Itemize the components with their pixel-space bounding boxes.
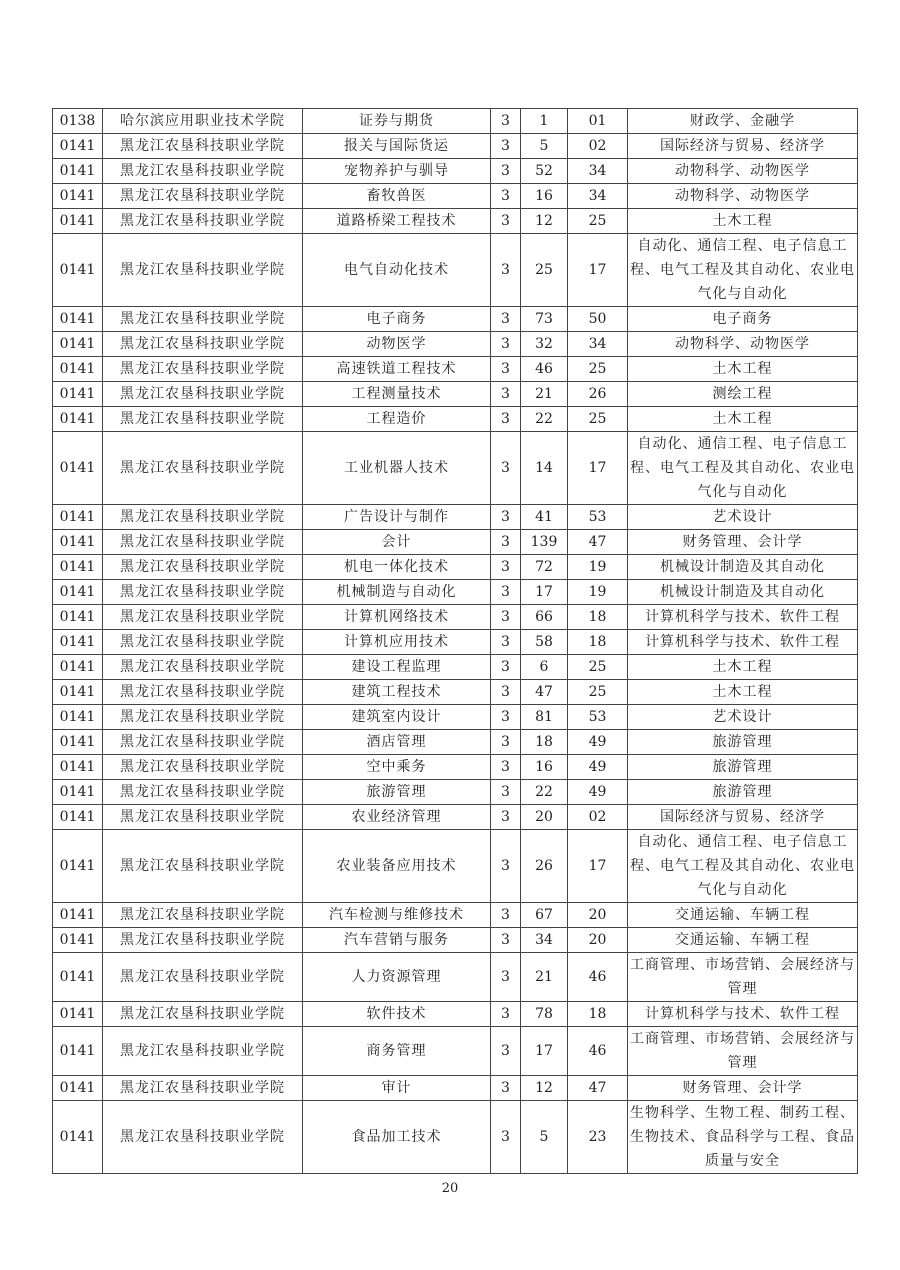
school-code-cell: 0141 — [53, 432, 103, 505]
related-majors-cell: 国际经济与贸易、经济学 — [628, 134, 858, 159]
school-name-cell: 黑龙江农垦科技职业学院 — [103, 505, 303, 530]
program-name-cell: 建筑工程技术 — [303, 680, 491, 705]
table-row — [53, 234, 858, 307]
category-code-cell: 50 — [568, 307, 628, 332]
plan-count-cell: 34 — [521, 928, 568, 953]
school-code-cell: 0141 — [53, 530, 103, 555]
years-cell: 3 — [491, 655, 521, 680]
program-name-cell: 计算机网络技术 — [303, 605, 491, 630]
category-code-cell: 02 — [568, 134, 628, 159]
years-cell: 3 — [491, 134, 521, 159]
category-code-cell: 49 — [568, 755, 628, 780]
category-code-cell: 34 — [568, 159, 628, 184]
category-code-cell: 17 — [568, 432, 628, 505]
table-row — [53, 755, 858, 780]
years-cell: 3 — [491, 605, 521, 630]
related-majors-cell: 土木工程 — [628, 357, 858, 382]
program-name-cell: 电气自动化技术 — [303, 234, 491, 307]
plan-count-cell: 46 — [521, 357, 568, 382]
school-code-cell: 0141 — [53, 580, 103, 605]
plan-count-cell: 22 — [521, 407, 568, 432]
category-code-cell: 26 — [568, 382, 628, 407]
years-cell: 3 — [491, 357, 521, 382]
plan-count-cell: 16 — [521, 755, 568, 780]
related-majors-cell: 艺术设计 — [628, 705, 858, 730]
related-majors-cell: 旅游管理 — [628, 780, 858, 805]
years-cell: 3 — [491, 953, 521, 1002]
school-name-cell: 黑龙江农垦科技职业学院 — [103, 382, 303, 407]
related-majors-cell: 工商管理、市场营销、会展经济与管理 — [628, 1027, 858, 1076]
school-name-cell: 黑龙江农垦科技职业学院 — [103, 580, 303, 605]
related-majors-cell: 交通运输、车辆工程 — [628, 928, 858, 953]
school-name-cell: 哈尔滨应用职业技术学院 — [103, 109, 303, 134]
school-code-cell: 0141 — [53, 134, 103, 159]
table-row — [53, 555, 858, 580]
table-row — [53, 1002, 858, 1027]
plan-count-cell: 12 — [521, 1076, 568, 1101]
table-row — [53, 705, 858, 730]
years-cell: 3 — [491, 382, 521, 407]
plan-count-cell: 58 — [521, 630, 568, 655]
table-row — [53, 655, 858, 680]
years-cell: 3 — [491, 1002, 521, 1027]
school-code-cell: 0141 — [53, 234, 103, 307]
plan-count-cell: 5 — [521, 1101, 568, 1174]
category-code-cell: 49 — [568, 780, 628, 805]
related-majors-cell: 生物科学、生物工程、制药工程、生物技术、食品科学与工程、食品质量与安全 — [628, 1101, 858, 1174]
category-code-cell: 34 — [568, 184, 628, 209]
program-name-cell: 建筑室内设计 — [303, 705, 491, 730]
plan-count-cell: 73 — [521, 307, 568, 332]
years-cell: 3 — [491, 680, 521, 705]
school-code-cell: 0141 — [53, 605, 103, 630]
plan-count-cell: 6 — [521, 655, 568, 680]
years-cell: 3 — [491, 432, 521, 505]
school-code-cell: 0141 — [53, 655, 103, 680]
table-row — [53, 530, 858, 555]
school-code-cell: 0141 — [53, 1076, 103, 1101]
table-row — [53, 505, 858, 530]
school-code-cell: 0141 — [53, 332, 103, 357]
plan-count-cell: 18 — [521, 730, 568, 755]
category-code-cell: 53 — [568, 505, 628, 530]
program-name-cell: 报关与国际货运 — [303, 134, 491, 159]
table-row — [53, 209, 858, 234]
related-majors-cell: 动物科学、动物医学 — [628, 184, 858, 209]
related-majors-cell: 机械设计制造及其自动化 — [628, 580, 858, 605]
category-code-cell: 18 — [568, 630, 628, 655]
school-name-cell: 黑龙江农垦科技职业学院 — [103, 332, 303, 357]
school-name-cell: 黑龙江农垦科技职业学院 — [103, 234, 303, 307]
school-code-cell: 0141 — [53, 755, 103, 780]
category-code-cell: 25 — [568, 407, 628, 432]
years-cell: 3 — [491, 332, 521, 357]
table-row — [53, 432, 858, 505]
table-row — [53, 332, 858, 357]
plan-count-cell: 17 — [521, 1027, 568, 1076]
related-majors-cell: 艺术设计 — [628, 505, 858, 530]
school-name-cell: 黑龙江农垦科技职业学院 — [103, 1027, 303, 1076]
program-name-cell: 汽车营销与服务 — [303, 928, 491, 953]
plan-count-cell: 67 — [521, 903, 568, 928]
years-cell: 3 — [491, 407, 521, 432]
plan-count-cell: 1 — [521, 109, 568, 134]
category-code-cell: 53 — [568, 705, 628, 730]
school-code-cell: 0141 — [53, 1002, 103, 1027]
school-name-cell: 黑龙江农垦科技职业学院 — [103, 530, 303, 555]
program-name-cell: 汽车检测与维修技术 — [303, 903, 491, 928]
school-name-cell: 黑龙江农垦科技职业学院 — [103, 307, 303, 332]
years-cell: 3 — [491, 830, 521, 903]
related-majors-cell: 自动化、通信工程、电子信息工程、电气工程及其自动化、农业电气化与自动化 — [628, 234, 858, 307]
program-name-cell: 农业经济管理 — [303, 805, 491, 830]
program-name-cell: 动物医学 — [303, 332, 491, 357]
school-name-cell: 黑龙江农垦科技职业学院 — [103, 903, 303, 928]
school-name-cell: 黑龙江农垦科技职业学院 — [103, 357, 303, 382]
plan-count-cell: 41 — [521, 505, 568, 530]
table-row — [53, 903, 858, 928]
category-code-cell: 18 — [568, 1002, 628, 1027]
table-row — [53, 953, 858, 1002]
related-majors-cell: 自动化、通信工程、电子信息工程、电气工程及其自动化、农业电气化与自动化 — [628, 432, 858, 505]
school-name-cell: 黑龙江农垦科技职业学院 — [103, 407, 303, 432]
school-name-cell: 黑龙江农垦科技职业学院 — [103, 655, 303, 680]
category-code-cell: 02 — [568, 805, 628, 830]
years-cell: 3 — [491, 1076, 521, 1101]
table-row — [53, 830, 858, 903]
years-cell: 3 — [491, 780, 521, 805]
table-row — [53, 307, 858, 332]
years-cell: 3 — [491, 903, 521, 928]
related-majors-cell: 电子商务 — [628, 307, 858, 332]
table-row — [53, 134, 858, 159]
table-row — [53, 1101, 858, 1174]
school-name-cell: 黑龙江农垦科技职业学院 — [103, 209, 303, 234]
school-code-cell: 0141 — [53, 830, 103, 903]
related-majors-cell: 旅游管理 — [628, 755, 858, 780]
years-cell: 3 — [491, 580, 521, 605]
program-name-cell: 旅游管理 — [303, 780, 491, 805]
program-name-cell: 商务管理 — [303, 1027, 491, 1076]
school-name-cell: 黑龙江农垦科技职业学院 — [103, 953, 303, 1002]
table-row — [53, 680, 858, 705]
program-name-cell: 空中乘务 — [303, 755, 491, 780]
program-name-cell: 会计 — [303, 530, 491, 555]
related-majors-cell: 自动化、通信工程、电子信息工程、电气工程及其自动化、农业电气化与自动化 — [628, 830, 858, 903]
program-name-cell: 证券与期货 — [303, 109, 491, 134]
table-row — [53, 1076, 858, 1101]
related-majors-cell: 计算机科学与技术、软件工程 — [628, 605, 858, 630]
page-number: 20 — [441, 1181, 459, 1196]
related-majors-cell: 动物科学、动物医学 — [628, 159, 858, 184]
category-code-cell: 25 — [568, 357, 628, 382]
table-row — [53, 928, 858, 953]
program-name-cell: 电子商务 — [303, 307, 491, 332]
school-code-cell: 0141 — [53, 209, 103, 234]
years-cell: 3 — [491, 505, 521, 530]
years-cell: 3 — [491, 234, 521, 307]
school-name-cell: 黑龙江农垦科技职业学院 — [103, 184, 303, 209]
school-code-cell: 0141 — [53, 307, 103, 332]
program-name-cell: 农业装备应用技术 — [303, 830, 491, 903]
category-code-cell: 47 — [568, 530, 628, 555]
related-majors-cell: 土木工程 — [628, 407, 858, 432]
school-code-cell: 0141 — [53, 407, 103, 432]
category-code-cell: 19 — [568, 555, 628, 580]
program-name-cell: 计算机应用技术 — [303, 630, 491, 655]
program-name-cell: 工业机器人技术 — [303, 432, 491, 505]
school-name-cell: 黑龙江农垦科技职业学院 — [103, 630, 303, 655]
table-row — [53, 1027, 858, 1076]
related-majors-cell: 土木工程 — [628, 209, 858, 234]
table-row — [53, 382, 858, 407]
school-name-cell: 黑龙江农垦科技职业学院 — [103, 705, 303, 730]
school-code-cell: 0141 — [53, 555, 103, 580]
table-row — [53, 357, 858, 382]
years-cell: 3 — [491, 928, 521, 953]
program-name-cell: 软件技术 — [303, 1002, 491, 1027]
school-name-cell: 黑龙江农垦科技职业学院 — [103, 1076, 303, 1101]
table-row — [53, 630, 858, 655]
category-code-cell: 19 — [568, 580, 628, 605]
years-cell: 3 — [491, 630, 521, 655]
school-name-cell: 黑龙江农垦科技职业学院 — [103, 1101, 303, 1174]
plan-count-cell: 32 — [521, 332, 568, 357]
school-name-cell: 黑龙江农垦科技职业学院 — [103, 1002, 303, 1027]
category-code-cell: 25 — [568, 209, 628, 234]
school-name-cell: 黑龙江农垦科技职业学院 — [103, 755, 303, 780]
school-code-cell: 0141 — [53, 805, 103, 830]
plan-count-cell: 81 — [521, 705, 568, 730]
plan-count-cell: 20 — [521, 805, 568, 830]
years-cell: 3 — [491, 730, 521, 755]
plan-count-cell: 21 — [521, 382, 568, 407]
related-majors-cell: 财政学、金融学 — [628, 109, 858, 134]
school-code-cell: 0141 — [53, 505, 103, 530]
program-name-cell: 人力资源管理 — [303, 953, 491, 1002]
years-cell: 3 — [491, 755, 521, 780]
category-code-cell: 01 — [568, 109, 628, 134]
school-code-cell: 0141 — [53, 953, 103, 1002]
related-majors-cell: 土木工程 — [628, 655, 858, 680]
school-code-cell: 0141 — [53, 780, 103, 805]
plan-count-cell: 72 — [521, 555, 568, 580]
category-code-cell: 47 — [568, 1076, 628, 1101]
table-row — [53, 109, 858, 134]
category-code-cell: 25 — [568, 655, 628, 680]
school-name-cell: 黑龙江农垦科技职业学院 — [103, 159, 303, 184]
table-row — [53, 407, 858, 432]
school-code-cell: 0141 — [53, 1101, 103, 1174]
plan-count-cell: 5 — [521, 134, 568, 159]
related-majors-cell: 财务管理、会计学 — [628, 530, 858, 555]
program-name-cell: 建设工程监理 — [303, 655, 491, 680]
program-name-cell: 工程造价 — [303, 407, 491, 432]
school-name-cell: 黑龙江农垦科技职业学院 — [103, 730, 303, 755]
table-row — [53, 805, 858, 830]
table-row — [53, 159, 858, 184]
category-code-cell: 23 — [568, 1101, 628, 1174]
plan-count-cell: 22 — [521, 780, 568, 805]
plan-count-cell: 78 — [521, 1002, 568, 1027]
years-cell: 3 — [491, 209, 521, 234]
school-name-cell: 黑龙江农垦科技职业学院 — [103, 432, 303, 505]
related-majors-cell: 机械设计制造及其自动化 — [628, 555, 858, 580]
school-code-cell: 0141 — [53, 928, 103, 953]
program-name-cell: 畜牧兽医 — [303, 184, 491, 209]
related-majors-cell: 土木工程 — [628, 680, 858, 705]
school-name-cell: 黑龙江农垦科技职业学院 — [103, 605, 303, 630]
school-code-cell: 0141 — [53, 159, 103, 184]
program-name-cell: 审计 — [303, 1076, 491, 1101]
years-cell: 3 — [491, 159, 521, 184]
school-name-cell: 黑龙江农垦科技职业学院 — [103, 680, 303, 705]
years-cell: 3 — [491, 530, 521, 555]
plan-count-cell: 16 — [521, 184, 568, 209]
school-code-cell: 0141 — [53, 903, 103, 928]
years-cell: 3 — [491, 307, 521, 332]
plan-count-cell: 14 — [521, 432, 568, 505]
table-row — [53, 580, 858, 605]
plan-count-cell: 66 — [521, 605, 568, 630]
school-code-cell: 0141 — [53, 184, 103, 209]
years-cell: 3 — [491, 109, 521, 134]
plan-count-cell: 25 — [521, 234, 568, 307]
school-code-cell: 0141 — [53, 730, 103, 755]
category-code-cell: 18 — [568, 605, 628, 630]
plan-count-cell: 26 — [521, 830, 568, 903]
table-body — [53, 109, 858, 1174]
program-name-cell: 宠物养护与驯导 — [303, 159, 491, 184]
table-row — [53, 605, 858, 630]
category-code-cell: 46 — [568, 953, 628, 1002]
related-majors-cell: 计算机科学与技术、软件工程 — [628, 630, 858, 655]
years-cell: 3 — [491, 1027, 521, 1076]
plan-count-cell: 52 — [521, 159, 568, 184]
plan-count-cell: 17 — [521, 580, 568, 605]
school-name-cell: 黑龙江农垦科技职业学院 — [103, 780, 303, 805]
years-cell: 3 — [491, 705, 521, 730]
school-name-cell: 黑龙江农垦科技职业学院 — [103, 805, 303, 830]
related-majors-cell: 国际经济与贸易、经济学 — [628, 805, 858, 830]
years-cell: 3 — [491, 555, 521, 580]
plan-count-cell: 21 — [521, 953, 568, 1002]
table-row — [53, 730, 858, 755]
related-majors-cell: 测绘工程 — [628, 382, 858, 407]
category-code-cell: 20 — [568, 903, 628, 928]
program-name-cell: 机械制造与自动化 — [303, 580, 491, 605]
program-name-cell: 食品加工技术 — [303, 1101, 491, 1174]
related-majors-cell: 计算机科学与技术、软件工程 — [628, 1002, 858, 1027]
category-code-cell: 34 — [568, 332, 628, 357]
school-code-cell: 0138 — [53, 109, 103, 134]
school-code-cell: 0141 — [53, 680, 103, 705]
years-cell: 3 — [491, 184, 521, 209]
category-code-cell: 17 — [568, 234, 628, 307]
table-row — [53, 184, 858, 209]
school-code-cell: 0141 — [53, 357, 103, 382]
years-cell: 3 — [491, 805, 521, 830]
admission-table — [52, 108, 858, 1174]
school-code-cell: 0141 — [53, 382, 103, 407]
program-name-cell: 酒店管理 — [303, 730, 491, 755]
category-code-cell: 25 — [568, 680, 628, 705]
plan-count-cell: 139 — [521, 530, 568, 555]
plan-count-cell: 12 — [521, 209, 568, 234]
related-majors-cell: 旅游管理 — [628, 730, 858, 755]
category-code-cell: 46 — [568, 1027, 628, 1076]
school-code-cell: 0141 — [53, 1027, 103, 1076]
program-name-cell: 机电一体化技术 — [303, 555, 491, 580]
related-majors-cell: 交通运输、车辆工程 — [628, 903, 858, 928]
related-majors-cell: 工商管理、市场营销、会展经济与管理 — [628, 953, 858, 1002]
related-majors-cell: 动物科学、动物医学 — [628, 332, 858, 357]
school-name-cell: 黑龙江农垦科技职业学院 — [103, 830, 303, 903]
school-code-cell: 0141 — [53, 705, 103, 730]
plan-count-cell: 47 — [521, 680, 568, 705]
table-row — [53, 780, 858, 805]
category-code-cell: 17 — [568, 830, 628, 903]
program-name-cell: 工程测量技术 — [303, 382, 491, 407]
program-name-cell: 广告设计与制作 — [303, 505, 491, 530]
program-name-cell: 道路桥梁工程技术 — [303, 209, 491, 234]
school-name-cell: 黑龙江农垦科技职业学院 — [103, 928, 303, 953]
program-name-cell: 高速铁道工程技术 — [303, 357, 491, 382]
category-code-cell: 49 — [568, 730, 628, 755]
related-majors-cell: 财务管理、会计学 — [628, 1076, 858, 1101]
school-name-cell: 黑龙江农垦科技职业学院 — [103, 555, 303, 580]
school-code-cell: 0141 — [53, 630, 103, 655]
school-name-cell: 黑龙江农垦科技职业学院 — [103, 134, 303, 159]
years-cell: 3 — [491, 1101, 521, 1174]
category-code-cell: 20 — [568, 928, 628, 953]
